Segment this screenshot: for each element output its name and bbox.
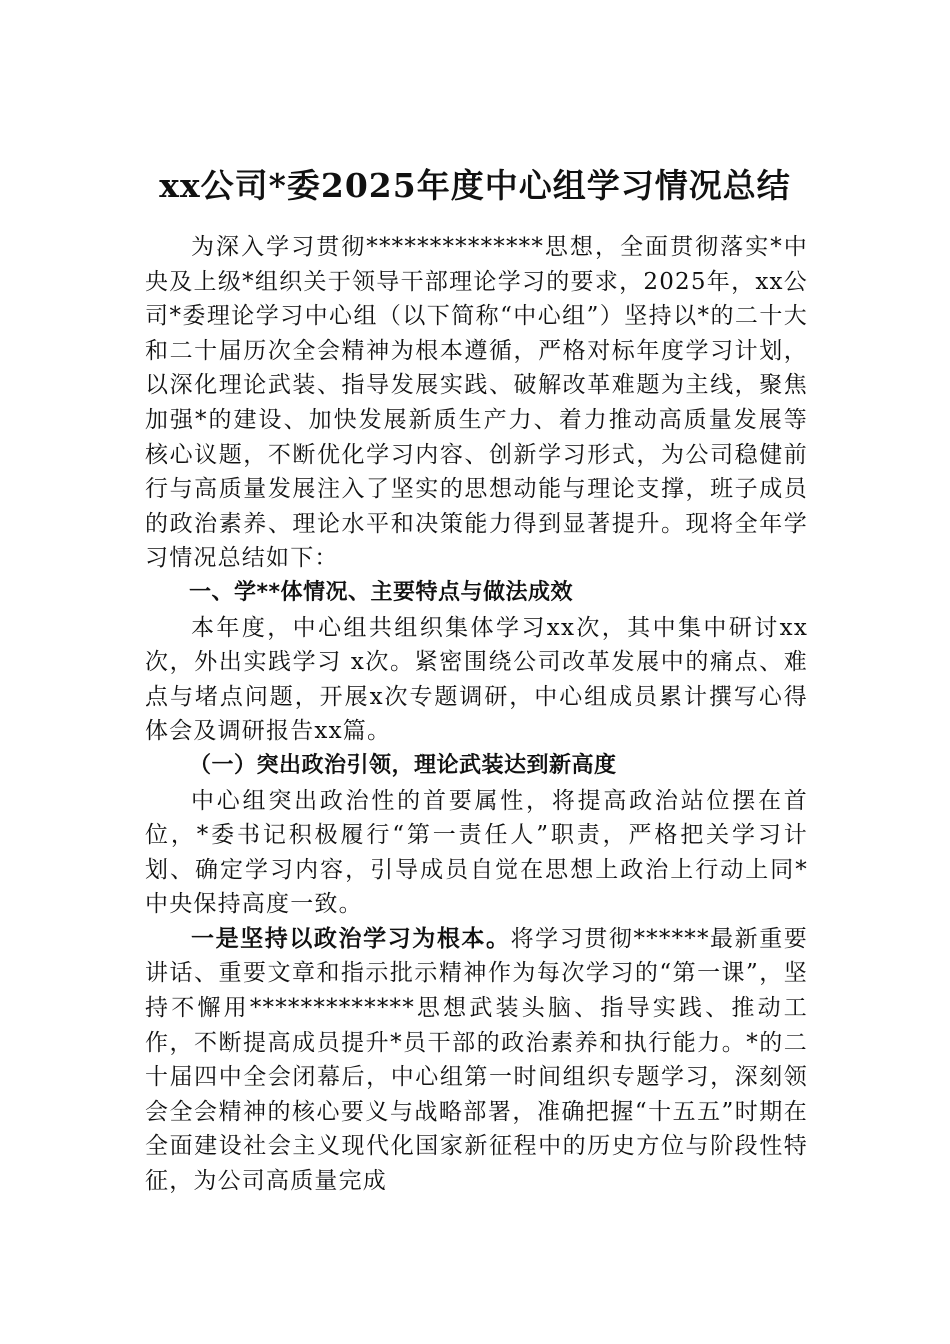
- subsection1-paragraph: 中心组突出政治性的首要属性，将提高政治站位摆在首位，*委书记积极履行“第一责任人”职责，严格把关学习计划、确定学习内容，引导成员自觉在思想上政治上行动上同*中央保持高度一致。: [145, 787, 808, 918]
- point1-paragraph: [145, 922, 808, 1199]
- document-title: xx公司*委2025年度中心组学习情况总结: [159, 166, 791, 205]
- document-body: [145, 230, 808, 1199]
- section1-paragraph: 本年度，中心组共组织集体学习xx次，其中集中研讨xx次，外出实践学习 x次。紧密围绕公司改革发展中的痛点、难点与堵点问题，开展x次专题调研，中心组成员累计撰写心得体会及调研报告xx篇。: [145, 614, 808, 745]
- section-heading-1: 一、学**体情况、主要特点与做法成效: [189, 579, 574, 605]
- point1-lead: 一是坚持以政治学习为根本。: [191, 924, 511, 952]
- subsection-heading-1: （一）突出政治引领，理论武装达到新高度: [189, 752, 617, 778]
- point1-text: 将学习贯彻******最新重要讲话、重要文章和指示批示精神作为每次学习的“第一课”，坚持不懈用*************思想武装头脑、指导实践、推动工作，不断提高成员提升*员干部的政治素养和执行能力。*的二十届四中全会闭幕后，中心组第一时间组织专题学习，深刻领会全会精神的核心要义与战略部署，准确把握“十五五”时期在全面建设社会主义现代化国家新征程中的历史方位与阶段性特征，为公司高质量完成: [145, 925, 808, 1195]
- intro-paragraph: 为深入学习贯彻**************思想，全面贯彻落实*中央及上级*组织关于领导干部理论学习的要求，2025年，xx公司*委理论学习中心组（以下简称“中心组”）坚持以*的二十大和二十届历次全会精神为根本遵循，严格对标年度学习计划，以深化理论武装、指导发展实践、破解改革难题为主线，聚焦加强*的建设、加快发展新质生产力、着力推动高质量发展等核心议题，不断优化学习内容、创新学习形式，为公司稳健前行与高质量发展注入了坚实的思想动能与理论支撑，班子成员的政治素养、理论水平和决策能力得到显著提升。现将全年学习情况总结如下：: [145, 234, 808, 572]
